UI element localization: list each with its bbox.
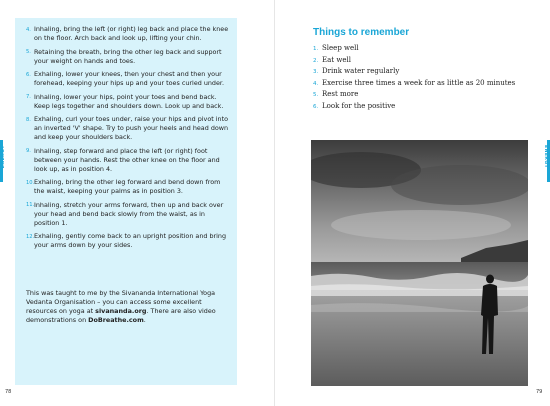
item-text: Look for the positive: [322, 101, 396, 110]
step-number: 7.: [26, 94, 31, 100]
sivananda-link[interactable]: sivananda.org: [95, 307, 147, 315]
closing-paragraph: [26, 289, 226, 325]
dobreathe-link[interactable]: DoBreathe.com: [88, 316, 144, 324]
list-item: [26, 48, 231, 66]
item-number: 1.: [313, 46, 319, 52]
list-item: [26, 115, 231, 142]
item-number: 2.: [313, 57, 319, 64]
step-text: Exhaling, gently come back to an upright position and bring your arms down by your sides.: [34, 232, 227, 249]
list-item: [26, 201, 231, 228]
item-number: 3.: [313, 69, 319, 75]
step-text: Inhaling, lower your hips, point your toes and bend back. Keep legs together and shoulders down. Look up and back.: [34, 92, 224, 110]
list-item: [313, 89, 515, 101]
list-item: [26, 232, 231, 250]
closing-text-1: This was taught to me by the Sivananda International Yoga Vedanta Organisation – you can access some excellent resources on yoga at: [26, 289, 216, 315]
list-item: [26, 70, 231, 88]
list-item: [26, 178, 231, 196]
item-number: 6.: [313, 103, 319, 110]
item-text: Eat well: [322, 55, 351, 64]
step-number: 12.: [26, 233, 35, 240]
step-number: 5.: [26, 49, 31, 55]
list-item: [313, 101, 515, 113]
item-number: 5.: [313, 92, 319, 98]
section-tab-label: ENERGY: [1, 145, 6, 169]
list-item: [313, 66, 515, 78]
step-text: Retaining the breath, bring the other leg back and support your weight on hands and toes.: [34, 47, 222, 65]
yoga-steps-list: [26, 25, 231, 255]
closing-text-2: . There are also video demonstrations on: [26, 307, 216, 324]
remember-list: [313, 43, 515, 112]
item-text: Exercise three times a week for as little as 20 minutes: [322, 78, 516, 87]
step-number: 11.: [26, 202, 35, 208]
closing-text-3: .: [143, 316, 146, 324]
step-text: Inhaling, step forward and place the left (or right) foot between your hands. Rest the other knee on the floor and look up, as in position 4.: [34, 146, 220, 173]
step-text: Inhaling, stretch your arms forward, then up and back over your head and bend back slowly from the waist, as in position 1.: [34, 200, 224, 227]
list-item: [313, 55, 515, 67]
step-number: 9.: [26, 148, 31, 154]
page-title: Things to remember: [313, 27, 410, 38]
step-text: Exhaling, lower your knees, then your chest and then your forehead, keeping your hips up and your toes curled under.: [34, 70, 224, 87]
list-item: [313, 43, 515, 55]
beach-photo: [311, 140, 528, 386]
item-text: Sleep well: [322, 44, 359, 52]
step-number: 10.: [26, 179, 35, 186]
step-text: Exhaling, curl your toes under, raise your hips and pivot into an inverted 'V' shape. Try to push your heels and head down and keep your shoulders back.: [34, 115, 229, 141]
item-text: Drink water regularly: [322, 67, 400, 75]
step-text: Exhaling, bring the other leg forward and bend down from the waist, keeping your palms as in position 3.: [34, 178, 221, 195]
list-item: [26, 25, 231, 43]
beach-photo-image: [311, 140, 528, 386]
step-number: 4.: [26, 26, 31, 33]
page-number-left: 78: [5, 389, 12, 395]
item-text: Rest more: [322, 90, 359, 98]
step-number: 8.: [26, 116, 31, 123]
step-number: 6.: [26, 71, 31, 78]
page-number-right: 79: [536, 389, 543, 395]
item-number: 4.: [313, 80, 319, 87]
list-item: [26, 93, 231, 111]
section-tab-label: ENERGY: [543, 145, 548, 169]
list-item: [26, 147, 231, 174]
list-item: [313, 78, 515, 90]
step-text: Inhaling, bring the left (or right) leg back and place the knee on the floor. Arch back and look up, lifting your chin.: [34, 25, 229, 42]
